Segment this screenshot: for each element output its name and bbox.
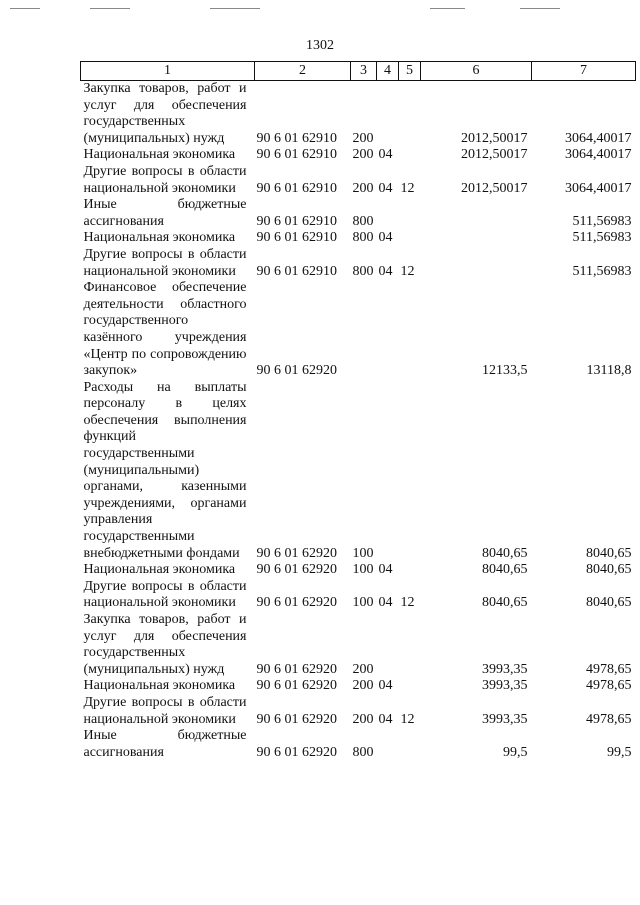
row-code-cell: 90 6 01 62920 [256, 363, 337, 379]
row-name-cell: Национальная экономика [83, 562, 236, 578]
row-name-cell: Национальная экономика [83, 147, 236, 163]
row-rz-cell [377, 197, 399, 230]
row-value-col7-cell: 4978,65 [586, 678, 632, 694]
header-cell: 1 [81, 62, 255, 81]
budget-table [80, 61, 636, 761]
row-vr-cell: 100 [352, 595, 374, 611]
row-pr-cell [399, 230, 421, 247]
table-row [81, 695, 636, 728]
row-value-col6-cell: 8040,65 [482, 562, 528, 578]
page-number: 1302 [306, 38, 334, 53]
row-vr-cell: 100 [352, 545, 374, 561]
row-name-cell: Другие вопросы в области национальной экономики [83, 163, 247, 196]
table-row [81, 164, 636, 197]
table-row [81, 280, 636, 380]
row-value-col7-cell: 4978,65 [586, 661, 632, 677]
row-vr-cell: 800 [352, 230, 374, 246]
row-value-col6-cell [421, 230, 532, 247]
row-name-cell: Другие вопросы в области национальной экономики [83, 694, 247, 727]
row-value-col7-cell: 8040,65 [586, 545, 632, 561]
row-vr-cell: 200 [352, 661, 374, 677]
row-code-cell: 90 6 01 62910 [256, 130, 337, 146]
row-value-col7-cell: 3064,40017 [565, 180, 632, 196]
row-name-cell: Иные бюджетные ассигнования [83, 728, 247, 760]
scan-artifact-line [520, 8, 560, 9]
row-pr-cell: 12 [400, 711, 415, 727]
row-value-col6-cell: 3993,35 [482, 711, 528, 727]
row-vr-cell: 200 [352, 711, 374, 727]
row-name-cell: Иные бюджетные ассигнования [83, 197, 247, 229]
row-vr-cell: 200 [352, 180, 374, 196]
row-value-col7-cell: 13118,8 [586, 363, 632, 379]
row-vr-cell [351, 280, 377, 380]
row-code-cell: 90 6 01 62920 [256, 711, 337, 727]
header-cell: 6 [421, 62, 532, 81]
row-pr-cell: 12 [400, 595, 415, 611]
row-value-col6-cell: 8040,65 [482, 595, 528, 611]
row-pr-cell: 12 [400, 263, 415, 279]
row-rz-cell [377, 380, 399, 563]
row-rz-cell: 04 [378, 180, 393, 196]
header-cell: 3 [351, 62, 377, 81]
row-code-cell: 90 6 01 62920 [256, 678, 337, 694]
scan-artifact-line [90, 8, 130, 9]
table-row [81, 380, 636, 563]
row-value-col7-cell: 511,56983 [572, 213, 632, 229]
table-row [81, 230, 636, 247]
row-value-col6-cell [421, 197, 532, 230]
table-row [81, 728, 636, 761]
table-row [81, 147, 636, 164]
row-rz-cell: 04 [378, 678, 393, 694]
header-cell: 7 [532, 62, 636, 81]
row-pr-cell [399, 678, 421, 695]
row-code-cell: 90 6 01 62910 [256, 213, 337, 229]
scan-artifact-line [430, 8, 465, 9]
row-rz-cell: 04 [378, 562, 393, 578]
row-vr-cell: 200 [352, 147, 374, 163]
row-value-col6-cell: 2012,50017 [461, 130, 528, 146]
row-value-col7-cell: 511,56983 [572, 263, 632, 279]
row-code-cell: 90 6 01 62910 [256, 263, 337, 279]
header-cell: 2 [255, 62, 351, 81]
header-row [81, 62, 636, 81]
row-value-col6-cell [421, 247, 532, 280]
row-value-col6-cell: 2012,50017 [461, 180, 528, 196]
row-rz-cell: 04 [378, 230, 393, 246]
table-row [81, 579, 636, 612]
table-row [81, 678, 636, 695]
header-cell: 4 [377, 62, 399, 81]
row-value-col7-cell: 99,5 [607, 744, 632, 760]
table-body [81, 81, 636, 762]
row-pr-cell [399, 197, 421, 230]
row-value-col6-cell: 99,5 [503, 744, 528, 760]
row-name-cell: Закупка товаров, работ и услуг для обеспечения государственных (муниципальных) нужд [83, 612, 247, 677]
row-pr-cell [399, 562, 421, 579]
scan-artifact-line [210, 8, 260, 9]
row-name-cell: Национальная экономика [83, 230, 236, 246]
row-name-cell: Национальная экономика [83, 678, 236, 694]
row-rz-cell: 04 [378, 595, 393, 611]
row-name-cell: Другие вопросы в области национальной экономики [83, 246, 247, 279]
table-row [81, 197, 636, 230]
row-value-col6-cell: 12133,5 [482, 363, 528, 379]
row-value-col7-cell: 3064,40017 [565, 130, 632, 146]
row-code-cell: 90 6 01 62910 [256, 230, 337, 246]
row-vr-cell: 200 [352, 130, 374, 146]
row-rz-cell: 04 [378, 711, 393, 727]
row-value-col7-cell: 4978,65 [586, 711, 632, 727]
row-rz-cell [377, 612, 399, 678]
row-value-col7-cell: 3064,40017 [565, 147, 632, 163]
row-name-cell: Финансовое обеспечение деятельности областного государственного казённого учреждения «Центр по сопровождению закупок» [83, 280, 247, 379]
table-row [81, 81, 636, 148]
row-pr-cell [399, 380, 421, 563]
row-value-col6-cell: 8040,65 [482, 545, 528, 561]
row-pr-cell [399, 280, 421, 380]
row-code-cell: 90 6 01 62920 [256, 744, 337, 760]
header-cell: 5 [399, 62, 421, 81]
table-row [81, 562, 636, 579]
row-pr-cell [399, 728, 421, 761]
row-code-cell: 90 6 01 62920 [256, 545, 337, 561]
row-rz-cell [377, 81, 399, 148]
row-vr-cell: 100 [352, 562, 374, 578]
row-vr-cell: 800 [352, 263, 374, 279]
row-value-col6-cell: 3993,35 [482, 661, 528, 677]
row-rz-cell [377, 728, 399, 761]
row-rz-cell [377, 280, 399, 380]
row-vr-cell: 800 [352, 213, 374, 229]
row-name-cell: Расходы на выплаты персоналу в целях обеспечения выполнения функций государственными (муниципальными) органами, казенными учреждениями, органами управления государственными внебюджетными фондами [83, 379, 247, 561]
row-code-cell: 90 6 01 62920 [256, 661, 337, 677]
row-code-cell: 90 6 01 62920 [256, 595, 337, 611]
row-name-cell: Закупка товаров, работ и услуг для обеспечения государственных (муниципальных) нужд [83, 81, 247, 146]
row-pr-cell: 12 [400, 180, 415, 196]
row-pr-cell [399, 147, 421, 164]
row-pr-cell [399, 612, 421, 678]
row-code-cell: 90 6 01 62920 [256, 562, 337, 578]
row-vr-cell: 200 [352, 678, 374, 694]
row-value-col6-cell: 3993,35 [482, 678, 528, 694]
row-vr-cell: 800 [352, 744, 374, 760]
row-rz-cell: 04 [378, 147, 393, 163]
scan-artifact-line [10, 8, 40, 9]
table-row [81, 612, 636, 678]
row-code-cell: 90 6 01 62910 [256, 180, 337, 196]
row-pr-cell [399, 81, 421, 148]
row-name-cell: Другие вопросы в области национальной экономики [83, 578, 247, 611]
row-value-col6-cell: 2012,50017 [461, 147, 528, 163]
row-code-cell: 90 6 01 62910 [256, 147, 337, 163]
row-rz-cell: 04 [378, 263, 393, 279]
row-value-col7-cell: 8040,65 [586, 595, 632, 611]
table-row [81, 247, 636, 280]
row-value-col7-cell: 511,56983 [572, 230, 632, 246]
row-value-col7-cell: 8040,65 [586, 562, 632, 578]
